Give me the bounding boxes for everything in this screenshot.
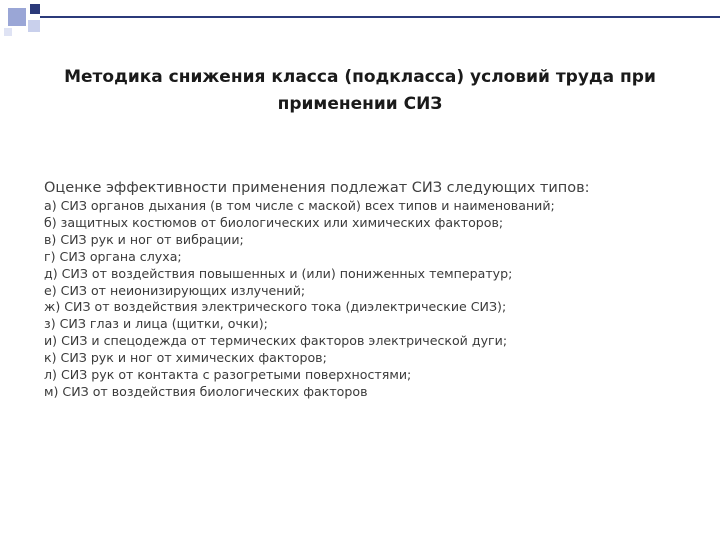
siz-types-list	[44, 198, 684, 401]
intro-text: Оценке эффективности применения подлежат СИЗ следующих типов:	[44, 180, 590, 196]
list-item: в) СИЗ рук и ног от вибрации;	[44, 231, 244, 247]
decor-square-medium	[28, 20, 40, 32]
list-item: б) защитных костюмов от биологических или химических факторов;	[44, 214, 504, 230]
list-item: м) СИЗ от воздействия биологических факторов	[44, 383, 368, 399]
slide-title-line-2: применении СИЗ	[277, 94, 443, 114]
slide-body	[44, 179, 684, 401]
list-item: е) СИЗ от неионизирующих излучений;	[44, 282, 306, 298]
list-item: г) СИЗ органа слуха;	[44, 248, 182, 264]
decor-square-tiny	[4, 28, 12, 36]
list-item: ж) СИЗ от воздействия электрического тока (диэлектрические СИЗ);	[44, 299, 507, 315]
slide-title	[40, 64, 680, 118]
list-item: и) СИЗ и спецодежда от термических факторов электрической дуги;	[44, 333, 508, 349]
header-decoration	[0, 0, 720, 40]
list-item: а) СИЗ органов дыхания (в том числе с маской) всех типов и наименований;	[44, 198, 555, 213]
list-item: к) СИЗ рук и ног от химических факторов;	[44, 350, 327, 366]
slide-title-line-1: Методика снижения класса (подкласса) условий труда при	[64, 67, 656, 87]
decor-square-small	[30, 4, 40, 14]
header-rule	[40, 16, 720, 18]
list-item: д) СИЗ от воздействия повышенных и (или) пониженных температур;	[44, 265, 513, 281]
list-item: з) СИЗ глаз и лица (щитки, очки);	[44, 316, 268, 332]
list-item: л) СИЗ рук от контакта с разогретыми поверхностями;	[44, 367, 412, 383]
decor-square-large	[8, 8, 26, 26]
